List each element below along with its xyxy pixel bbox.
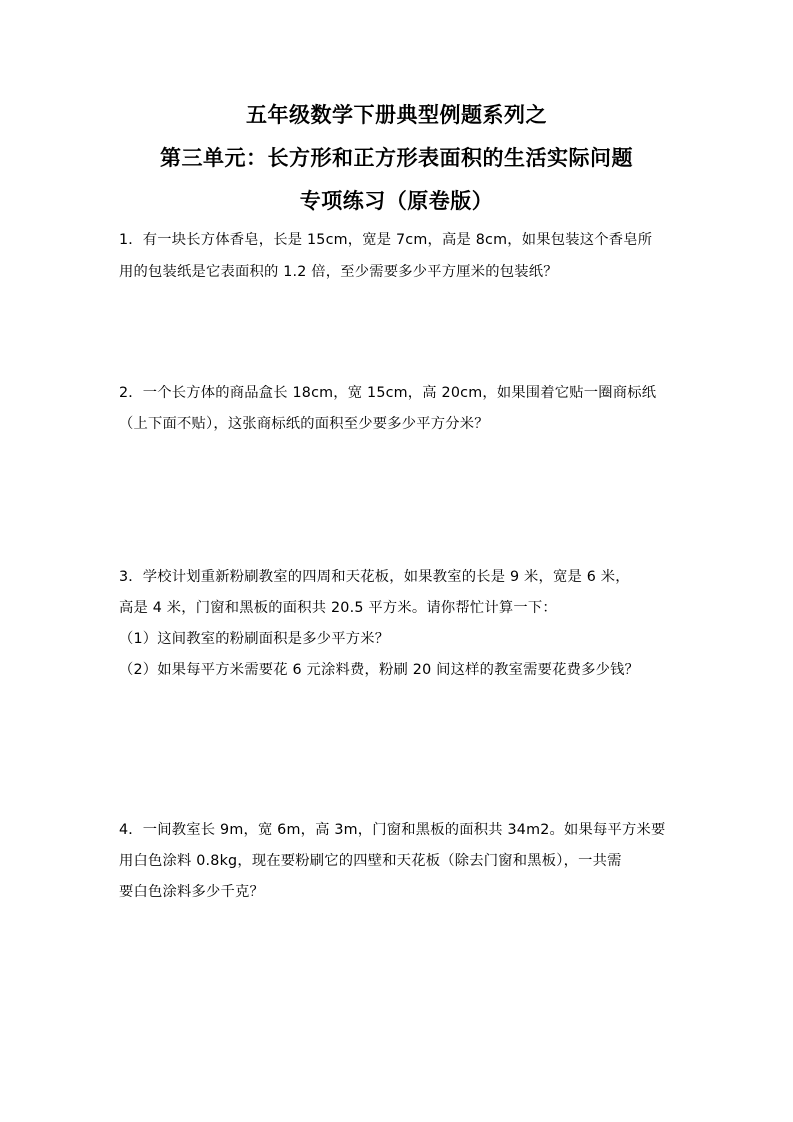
question-3-subquestion-2: （2）如果每平方米需要花 6 元涂料费，粉刷 20 间这样的教室需要花费多少钱？ [119, 662, 640, 678]
title-unit: 第三单元：长方形和正方形表面积的生活实际问题 [160, 146, 633, 170]
title-series: 五年级数学下册典型例题系列之 [246, 103, 547, 127]
question-4-line-2: 用白色涂料 0.8kg，现在要粉刷它的四壁和天花板（除去门窗和黑板），一共需 [119, 853, 622, 869]
question-4-line-1: 4．一间教室长 9m，宽 6m，高 3m，门窗和黑板的面积共 34m2。如果每平方米要 [119, 822, 666, 838]
title-subtitle: 专项练习（原卷版） [299, 189, 494, 213]
question-2-line-1: 2．一个长方体的商品盒长 18cm，宽 15cm，高 20cm，如果围着它贴一圈商标纸 [119, 385, 657, 401]
question-1-line-1: 1．有一块长方体香皂，长是 15cm，宽是 7cm，高是 8cm，如果包装这个香皂所 [119, 232, 653, 248]
question-4-line-3: 要白色涂料多少千克？ [119, 884, 264, 900]
question-1-line-2: 用的包装纸是它表面积的 1.2 倍，至少需要多少平方厘米的包装纸？ [119, 264, 558, 280]
question-3-line-1: 3．学校计划重新粉刷教室的四周和天花板，如果教室的长是 9 米，宽是 6 米， [119, 569, 630, 585]
question-3-subquestion-1: （1）这间教室的粉刷面积是多少平方米？ [119, 631, 390, 647]
question-2-line-2: （上下面不贴），这张商标纸的面积至少要多少平方分米？ [119, 416, 489, 432]
question-3-line-2: 高是 4 米，门窗和黑板的面积共 20.5 平方米。请你帮忙计算一下： [119, 600, 557, 616]
